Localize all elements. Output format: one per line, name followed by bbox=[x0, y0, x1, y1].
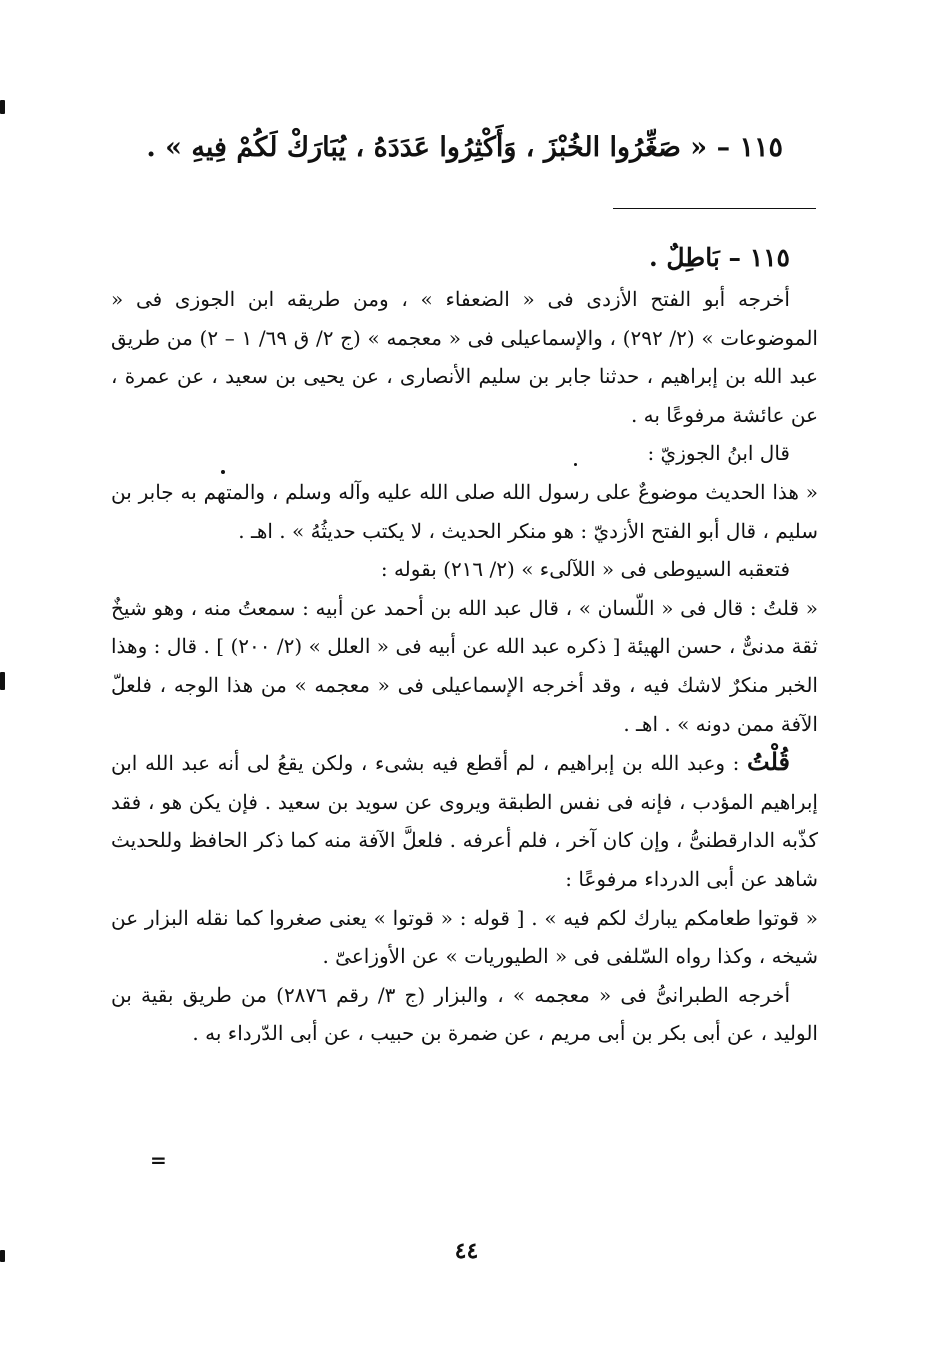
author-note-label: قُلْتُ bbox=[747, 747, 791, 777]
author-note bbox=[111, 743, 818, 898]
speck-mark bbox=[221, 470, 225, 474]
scan-edge-mark bbox=[0, 672, 5, 690]
witness-takhrij: أخرجه الطبرانىُّ فى « معجمه » ، والبزار (ج ٣/ رقم ٢٨٧٦) من طريق بقية بن الوليد ، عن أبى بكر بن أبى مريم ، عن ضمرة بن حبيب ، عن أبى الدّرداء به . bbox=[111, 982, 818, 1046]
suyuti-intro: فتعقبه السيوطى فى « اللآلىء » (٢/ ٢١٦) بقوله : bbox=[380, 557, 790, 582]
author-note-text: : وعبد الله بن إبراهيم ، لم أقطع فيه بشىء ، ولكن يقعُ لى أنه عبد الله ابن إبراهيم المؤدب ، فإنه فى نفس الطبقة ويروى عن سويد بن سعيد . فإن يكن هو ، فقد كذّبه الدارقطنىُّ ، وإن كان آخر ، فلم أعرفه . فلعلَّ الآفة منه كما ذكر الحافظ وللحديث شاهد عن أبى الدرداء مرفوعًا : bbox=[111, 751, 818, 891]
continuation-mark: = bbox=[150, 1148, 166, 1172]
commentary-body bbox=[111, 236, 818, 1053]
ibn-jawzi-quote: « هذا الحديث موضوعٌ على رسول الله صلى الله عليه وآله وسلم ، والمتهم به جابر بن سليم ، قال أبو الفتح الأزديّ : هو منكر الحديث ، لا يكتب حديثُهُ » . اهـ . bbox=[111, 479, 818, 543]
page-number: ٤٤ bbox=[454, 1238, 479, 1264]
scan-edge-mark bbox=[0, 1250, 5, 1262]
hadith-heading: ١١٥ – « صَغِّرُوا الخُبْزَ ، وَأَكْثِرُوا عَدَدَهُ ، يُبَارَكْ لَكُمْ فِيهِ » . bbox=[146, 132, 783, 163]
scan-edge-mark bbox=[0, 100, 5, 114]
witness-hadith: « قوتوا طعامكم يبارك لكم فيه » . [ قوله : « قوتوا » يعنى صغروا كما نقله البزار عن شيخه ، وكذا رواه السّلفى فى « الطيوريات » عن الأوزاعىّ . bbox=[111, 905, 818, 969]
hadith-grade: ١١٥ – بَاطِلٌ . bbox=[648, 243, 790, 272]
speck-mark bbox=[574, 463, 577, 466]
suyuti-quote: « قلتُ : قال فى « اللّسان » ، قال عبد الله بن أحمد عن أبيه : سمعتُ منه ، وهو شيخٌ ثقة مدنىٌّ ، حسن الهيئة [ ذكره عبد الله عن أبيه فى « العلل » (٢/ ٢٠٠) ] . قال : وهذا الخبر منكرٌ لاشك فيه ، وقد أخرجه الإسماعيلى فى « معجمه » من هذا الوجه ، فلعلّ الآفة ممن دونه » . اهـ . bbox=[111, 595, 818, 736]
takhrij-paragraph: أخرجه أبو الفتح الأزدى فى « الضعفاء » ، ومن طريقه ابن الجوزى فى « الموضوعات » (٢/ ٢٩٢) ، والإسماعيلى فى « معجمه » (ج ٢/ ق ٦٩/ ١ – ٢) من طريق عبد الله بن إبراهيم ، حدثنا جابر بن سليم الأنصارى ، عن يحيى بن سعيد ، عن عمرة ، عن عائشة مرفوعًا به . bbox=[111, 287, 818, 427]
quote-intro: قال ابنُ الجوزيّ : bbox=[647, 441, 790, 466]
section-divider bbox=[613, 208, 816, 209]
